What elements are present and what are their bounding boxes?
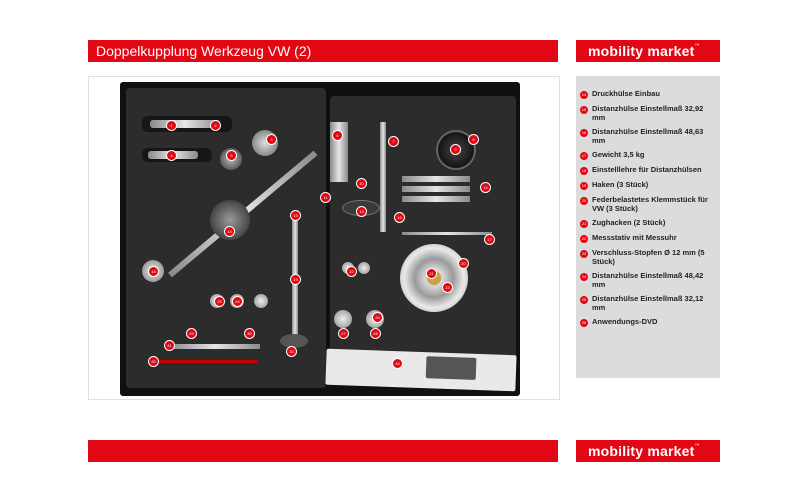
legend-item (580, 234, 716, 243)
footer-bar (88, 440, 558, 462)
legend-label: Einstelllehre für Distanzhülsen (592, 165, 702, 174)
legend-label: Distanzhülse Einstellmaß 48,42 mm (592, 271, 704, 289)
brand-bar-bottom (576, 440, 720, 462)
legend-item (580, 128, 716, 145)
marker: 33 (286, 346, 297, 357)
marker: 11 (320, 192, 331, 203)
marker: 3 (266, 134, 277, 145)
marker: 22 (346, 266, 357, 277)
brand-name: mobility market (588, 443, 695, 459)
marker: 14 (224, 226, 235, 237)
legend-number-badge: 25 (581, 297, 587, 302)
legend-item (580, 166, 716, 175)
marker: 24 (232, 296, 243, 307)
legend-item (580, 318, 716, 327)
marker: 19 (290, 274, 301, 285)
marker: 18 (148, 266, 159, 277)
marker: 6 (332, 130, 343, 141)
legend-number-badge: 19 (581, 183, 587, 188)
marker: 32 (148, 356, 159, 367)
marker: 7 (388, 136, 399, 147)
legend-number-badge: 20 (581, 198, 587, 203)
legend-label: Druckhülse Einbau (592, 89, 660, 98)
marker: 16 (394, 212, 405, 223)
marker: 23 (442, 282, 453, 293)
tool-rod (380, 122, 386, 232)
marker: 30 (244, 328, 255, 339)
foam-insert-right (330, 96, 516, 366)
marker: 13 (356, 206, 367, 217)
legend-number-badge: 17 (581, 153, 587, 158)
dvd-case (325, 349, 516, 392)
brand-logo-bottom (588, 443, 700, 459)
marker: 2 (210, 120, 221, 131)
tool-hook (402, 186, 470, 192)
legend-label: Distanzhülse Einstellmaß 32,12 mm (592, 294, 704, 312)
tool-rod (402, 232, 492, 235)
tool-sleeve-round (334, 310, 352, 328)
marker: 25 (214, 296, 225, 307)
title-bar (88, 40, 558, 62)
marker: 21 (426, 268, 437, 279)
marker: 26 (372, 312, 383, 323)
marker: 17 (484, 234, 495, 245)
marker: 5 (226, 150, 237, 161)
tool-hook (402, 176, 470, 182)
marker: 29 (186, 328, 197, 339)
legend-item (580, 272, 716, 289)
marker: 4 (166, 150, 177, 161)
legend-item (580, 181, 716, 190)
legend-item (580, 90, 716, 99)
marker: 34 (392, 358, 403, 369)
legend-item (580, 105, 716, 122)
marker: 27 (338, 328, 349, 339)
tool-pin (170, 344, 260, 349)
marker: 12 (480, 182, 491, 193)
tool-pin-red (148, 360, 258, 363)
legend-label: Anwendungs-DVD (592, 317, 658, 326)
marker: 31 (164, 340, 175, 351)
legend-number-badge: 18 (581, 168, 587, 173)
legend-label: Federbelastetes Klemmstück für VW (3 Stück) (592, 195, 708, 213)
brand-logo-top (588, 43, 700, 59)
legend-label: Messstativ mit Messuhr (592, 233, 677, 242)
brand-name: mobility market (588, 43, 695, 59)
dvd-cover (426, 356, 477, 380)
legend-item (580, 196, 716, 213)
legend-number-badge: 22 (581, 236, 587, 241)
legend-item (580, 151, 716, 160)
tool-hook (402, 196, 470, 202)
legend-panel (576, 76, 720, 378)
brand-tm: ™ (694, 43, 700, 49)
legend-label: Haken (3 Stück) (592, 180, 649, 189)
legend-item (580, 295, 716, 312)
marker: 9 (450, 144, 461, 155)
marker: 10 (356, 178, 367, 189)
legend-label: Gewicht 3,5 kg (592, 150, 645, 159)
legend-number-badge: 15 (581, 107, 587, 112)
marker: 28 (370, 328, 381, 339)
tool-nut (358, 262, 370, 274)
tool-nut (254, 294, 268, 308)
legend-item (580, 249, 716, 266)
marker: 8 (468, 134, 479, 145)
legend-label: Distanzhülse Einstellmaß 48,63 mm (592, 127, 704, 145)
legend-item (580, 219, 716, 228)
legend-label: Zughacken (2 Stück) (592, 218, 666, 227)
legend-number-badge: 24 (581, 274, 587, 279)
legend-number-badge: 26 (581, 320, 587, 325)
legend-list (576, 76, 720, 327)
marker: 20 (458, 258, 469, 269)
tool-case-photo (120, 82, 520, 396)
brand-tm: ™ (694, 443, 700, 449)
legend-label: Verschluss-Stopfen Ø 12 mm (5 Stück) (592, 248, 705, 266)
legend-label: Distanzhülse Einstellmaß 32,92 mm (592, 104, 704, 122)
brand-bar-top (576, 40, 720, 62)
page-title: Doppelkupplung Werkzeug VW (2) (96, 43, 312, 59)
legend-number-badge: 21 (581, 221, 587, 226)
marker: 1 (166, 120, 177, 131)
legend-number-badge: 23 (581, 251, 587, 256)
legend-number-badge: 14 (581, 92, 587, 97)
marker: 15 (290, 210, 301, 221)
legend-number-badge: 16 (581, 130, 587, 135)
